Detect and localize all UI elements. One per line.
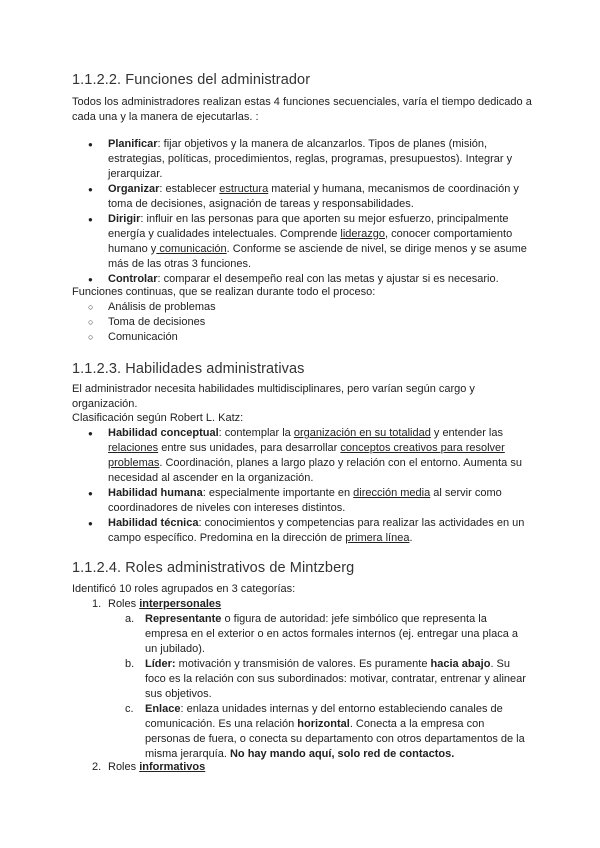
text-conceptual-3: entre sus unidades, para desarrollar [158,442,341,454]
link-direccion-media[interactable]: dirección media [353,487,431,499]
section-heading-habilidades: 1.1.2.3. Habilidades administrativas [72,361,305,377]
roles-interpersonales-item [92,597,222,612]
term-organizar: Organizar [108,183,160,195]
katz-line: Clasificación según Robert L. Katz: [72,412,244,424]
list-letter: c. [125,703,134,715]
text-lider-2: . Su foco es la relación con sus subordinados: motivar, contratar, entrenar y alinear sus objetivos. [145,658,526,700]
text-controlar: : comparar el desempeño real con las metas y ajustar si es necesario. [157,273,499,285]
continuas-list [108,300,532,345]
roles-prefix: Roles [108,598,140,610]
mintzberg-intro: Identificó 10 roles agrupados en 3 categorías: [72,583,296,595]
list-number: 1. [92,598,102,610]
link-liderazgo[interactable]: liderazgo [340,228,386,240]
text-tecnica-1: : conocimientos y competencias para realizar las actividades en un campo específico. Predomina en la dirección de [108,517,525,544]
text-humana-2: al servir como coordinadores de niveles con intereses distintos. [108,487,502,514]
link-relaciones[interactable]: relaciones [108,442,159,454]
text-conceptual-2: y entender las [430,427,503,439]
role-representante [125,612,532,657]
list-item-humana [108,486,532,516]
funciones-intro: Todos los administradores realizan estas 4 funciones secuenciales, varía el tiempo dedicado a cada una y la manera de ejecutarlas. : [72,96,532,123]
text-dirigir-2: , conocer comportamiento humano y [108,228,513,255]
list-item-tecnica [108,516,532,546]
bold-hacia-abajo: hacia abajo [430,658,491,670]
text-planificar: : fijar objetivos y la manera de alcanzarlos. Tipos de planes (misión, estrategias, políticas, procedimientos, reglas, programas, presupuestos). Integrar y jerarquizar. [108,138,513,180]
list-number: 2. [92,761,102,773]
habilidades-intro: El administrador necesita habilidades multidisciplinares, pero varían según cargo y organización. [72,383,475,410]
role-enlace [125,702,532,762]
section-heading-mintzberg: 1.1.2.4. Roles administrativos de Mintzberg [72,560,355,576]
link-primera-linea[interactable]: primera línea [345,532,410,544]
text-enlace-2: . Conecta a la empresa con personas de fuera, o conecta su departamento con otros departamentos de la misma jerarquía. [145,718,525,760]
list-item-organizar [108,182,532,212]
text-organizar-1: : establecer [159,183,220,195]
funciones-list [108,137,532,287]
list-item-continua: ○ Toma de decisiones [108,315,532,330]
link-conceptos-creativos[interactable]: conceptos creativos para resolver problemas [108,442,505,469]
term-interpersonales: interpersonales [139,598,222,610]
list-item-planificar [108,137,532,182]
link-comunicacion[interactable]: comunicación [156,243,227,255]
list-item-continua: ○ Análisis de problemas [108,300,532,315]
text-representante: o figura de autoridad: jefe simbólico que representa la empresa en el exterior o en actos formales internos (ej. entregar una placa a un jubilado). [145,613,518,655]
bold-no-hay-mando: No hay mando aquí, solo red de contactos. [229,748,455,760]
term-dirigir: Dirigir [108,213,141,225]
text-conceptual-1: : contemplar la [218,427,294,439]
habilidades-list [108,426,532,546]
continuas-intro: Funciones continuas, que se realizan durante todo el proceso: [72,286,376,298]
term-conceptual: Habilidad conceptual [108,427,219,439]
text-lider-1: motivación y transmisión de valores. Es puramente [175,658,431,670]
text-organizar-2: material y humana, mecanismos de coordinación y toma de decisiones, asignación de tareas y responsabilidades. [108,183,519,210]
text-dirigir-3: . Conforme se asciende de nivel, se dirige menos y se asume más de las otras 3 funciones. [108,243,527,270]
term-representante: Representante [145,613,222,625]
term-controlar: Controlar [108,273,158,285]
role-lider [125,657,532,702]
term-tecnica: Habilidad técnica [108,517,199,529]
list-item-continua: ○ Comunicación [108,330,532,345]
link-estructura[interactable]: estructura [219,183,269,195]
term-informativos: informativos [139,761,206,773]
term-enlace: Enlace [145,703,181,715]
list-item-conceptual [108,426,532,486]
section-heading-funciones: 1.1.2.2. Funciones del administrador [72,72,311,88]
list-letter: a. [125,613,135,625]
link-organizacion-totalidad[interactable]: organización en su totalidad [293,427,431,439]
term-lider: Líder: [145,658,176,670]
roles-informativos-item [92,760,206,775]
term-planificar: Planificar [108,138,158,150]
list-item-dirigir [108,212,532,272]
text-conceptual-4: . Coordinación, planes a largo plazo y relación con el entorno. Aumenta su necesidad al ascender en la organización. [108,457,522,484]
roles-prefix: Roles [108,761,140,773]
text-enlace-1: : enlaza unidades internas y del entorno estableciendo canales de comunicación. Es una relación [145,703,503,730]
bold-horizontal: horizontal [297,718,350,730]
text-humana-1: : especialmente importante en [202,487,354,499]
text-tecnica-2: . [409,532,413,544]
term-humana: Habilidad humana [108,487,203,499]
list-letter: b. [125,658,135,670]
text-dirigir-1: : influir en las personas para que aporten su mejor esfuerzo, principalmente energía y cualidades intelectuales. Comprende [108,213,509,240]
